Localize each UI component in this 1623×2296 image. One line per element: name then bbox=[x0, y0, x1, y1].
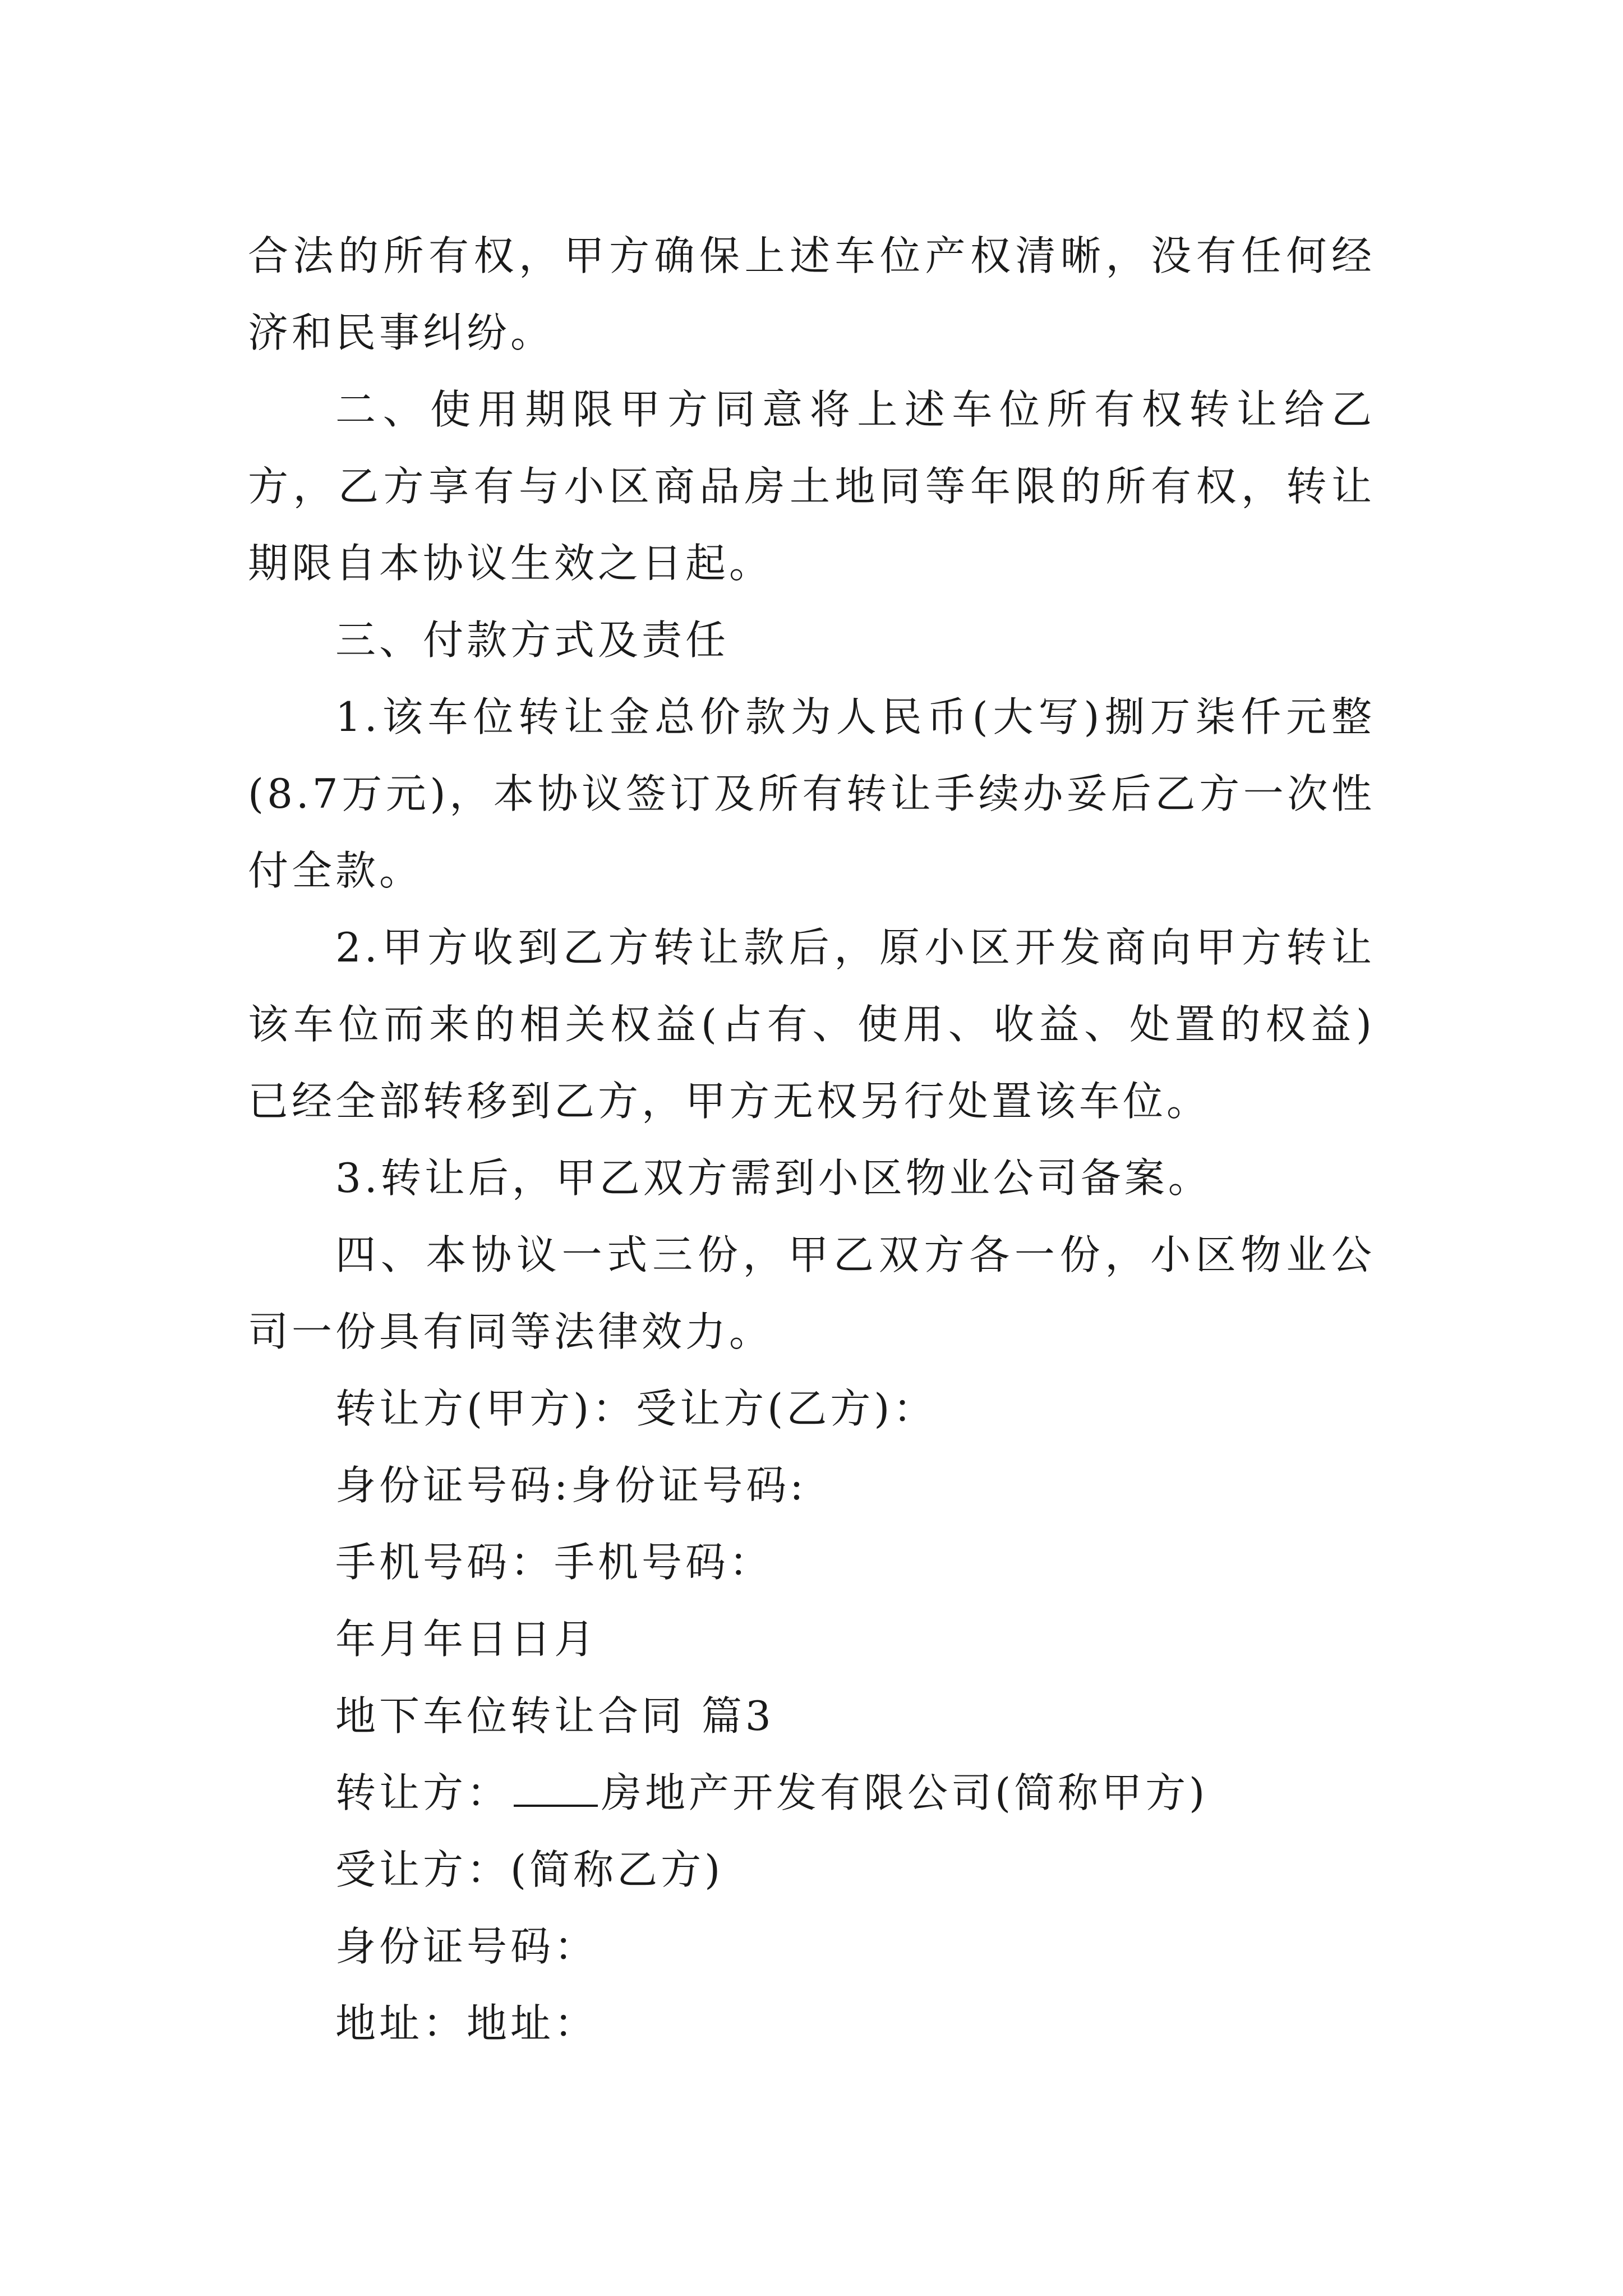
address-line: 地址：地址： bbox=[335, 2000, 598, 2047]
transferor-company-text: 房地产开发有限公司(简称甲方) bbox=[601, 1769, 1209, 1816]
signature-phone-line: 手机号码：手机号码： bbox=[335, 1539, 773, 1586]
paragraph-filing: 3.转让后，甲乙双方需到小区物业公司备案。 bbox=[335, 1154, 1212, 1202]
transferee-id-line: 身份证号码： bbox=[335, 1923, 598, 1970]
paragraph-usage-term: 二、使用期限甲方同意将上述车位所有权转让给乙方，乙方享有与小区商品房土地同等年限的所有权，转让期限自本协议生效之日起。 bbox=[248, 386, 1375, 587]
signature-date-line: 年月年日日月 bbox=[335, 1616, 598, 1663]
contract-section-title: 地下车位转让合同 篇3 bbox=[335, 1692, 774, 1740]
paragraph-ownership-clause: 合法的所有权，甲方确保上述车位产权清晰，没有任何经济和民事纠纷。 bbox=[248, 232, 1375, 356]
document-body bbox=[248, 218, 1375, 2062]
paragraph-rights-transfer: 2.甲方收到乙方转让款后，原小区开发商向甲方转让该车位而来的相关权益(占有、使用、收益、处置的权益)已经全部转移到乙方，甲方无权另行处置该车位。 bbox=[248, 924, 1375, 1125]
transferor-line bbox=[248, 1755, 1375, 1832]
paragraph-payment-amount: 1.该车位转让金总价款为人民币(大写)捌万柒仟元整(8.7万元)，本协议签订及所有转让手续办妥后乙方一次性付全款。 bbox=[248, 693, 1375, 894]
transferor-blank-field bbox=[514, 1771, 598, 1807]
signature-parties-line: 转让方(甲方)：受让方(乙方)： bbox=[335, 1385, 937, 1432]
signature-id-line: 身份证号码:身份证号码: bbox=[335, 1462, 807, 1509]
transferor-label: 转让方： bbox=[335, 1769, 511, 1816]
paragraph-payment-heading: 三、付款方式及责任 bbox=[335, 616, 730, 664]
paragraph-copies: 四、本协议一式三份，甲乙双方各一份，小区物业公司一份具有同等法律效力。 bbox=[248, 1231, 1375, 1355]
transferee-line: 受让方：(简称乙方) bbox=[335, 1846, 724, 1893]
